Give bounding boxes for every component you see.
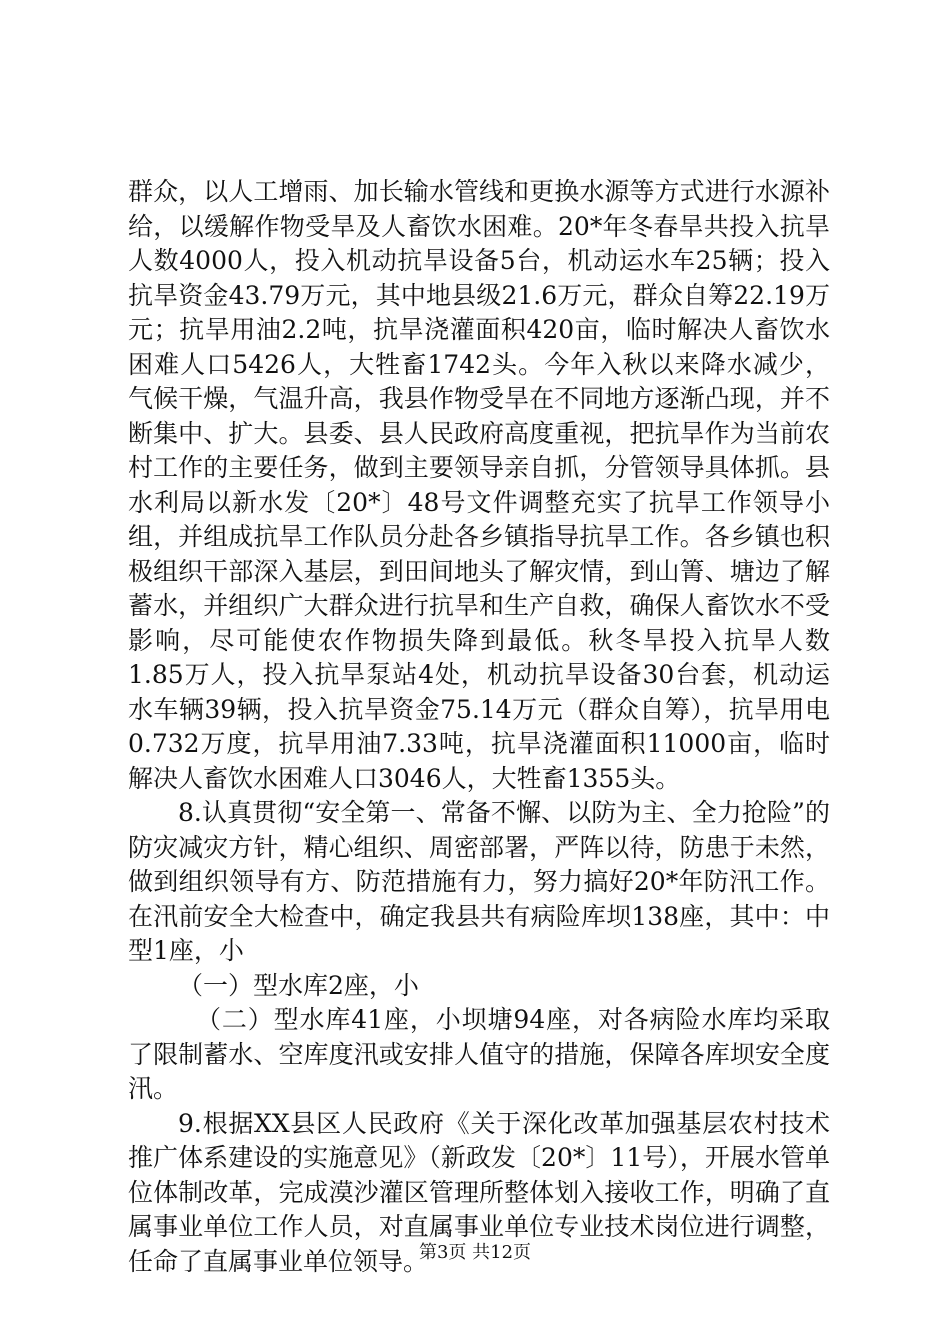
- paragraph-flood-prevention: 8.认真贯彻“安全第一、常备不懈、以防为主、全力抢险”的防灾减灾方针，精心组织、周密部署，严阵以待，防患于未然，做到组织领导有方、防范措施有力，努力搞好20*年防汛工作。在汛前安全大检查中，确定我县共有病险库坝138座，其中：中型1座，小: [128, 798, 830, 965]
- paragraph-drought-relief: 群众，以人工增雨、加长输水管线和更换水源等方式进行水源补给，以缓解作物受旱及人畜饮水困难。20*年冬春旱共投入抗旱人数4000人，投入机动抗旱设备5台，机动运水车25辆；投入抗旱资金43.79万元，其中地县级21.6万元，群众自筹22.19万元；抗旱用油2.2吨，抗旱浇灌面积420亩，临时解决人畜饮水困难人口5426人，大牲畜1742头。今年入秋以来降水减少，气候干燥，气温升高，我县作物受旱在不同地方逐渐凸现，并不断集中、扩大。县委、县人民政府高度重视，把抗旱作为当前农村工作的主要任务，做到主要领导亲自抓，分管领导具体抓。县水利局以新水发〔20*〕48号文件调整充实了抗旱工作领导小组，并组成抗旱工作队员分赴各乡镇指导抗旱工作。各乡镇也积极组织干部深入基层，到田间地头了解灾情，到山箐、塘边了解蓄水，并组织广大群众进行抗旱和生产自救，确保人畜饮水不受影响，尽可能使农作物损失降到最低。秋冬旱投入抗旱人数1.85万人，投入抗旱泵站4处，机动抗旱设备30台套，机动运水车辆39辆，投入抗旱资金75.14万元（群众自筹），抗旱用电0.732万度，抗旱用油7.33吨，抗旱浇灌面积11000亩，临时解决人畜饮水困难人口3046人，大牲畜1355头。: [128, 177, 830, 793]
- page-number-footer: 第3页 共12页: [418, 1242, 532, 1263]
- paragraph-reservoir-type-1: （一）型水库2座，小: [178, 970, 419, 1000]
- document-body: [128, 175, 830, 1279]
- paragraph-reservoir-type-2: （二）型水库41座，小坝塘94座，对各病险水库均采取了限制蓄水、空库度汛或安排人值守的措施，保障各库坝安全度汛。: [128, 1005, 830, 1103]
- paragraph-institutional-reform: 9.根据XX县区人民政府《关于深化改革加强基层农村技术推广体系建设的实施意见》（新政发〔20*〕11号），开展水管单位体制改革，完成漠沙灌区管理所整体划入接收工作，明确了直属事业单位工作人员，对直属事业单位专业技术岗位进行调整，任命了直属事业单位领导。: [128, 1108, 830, 1276]
